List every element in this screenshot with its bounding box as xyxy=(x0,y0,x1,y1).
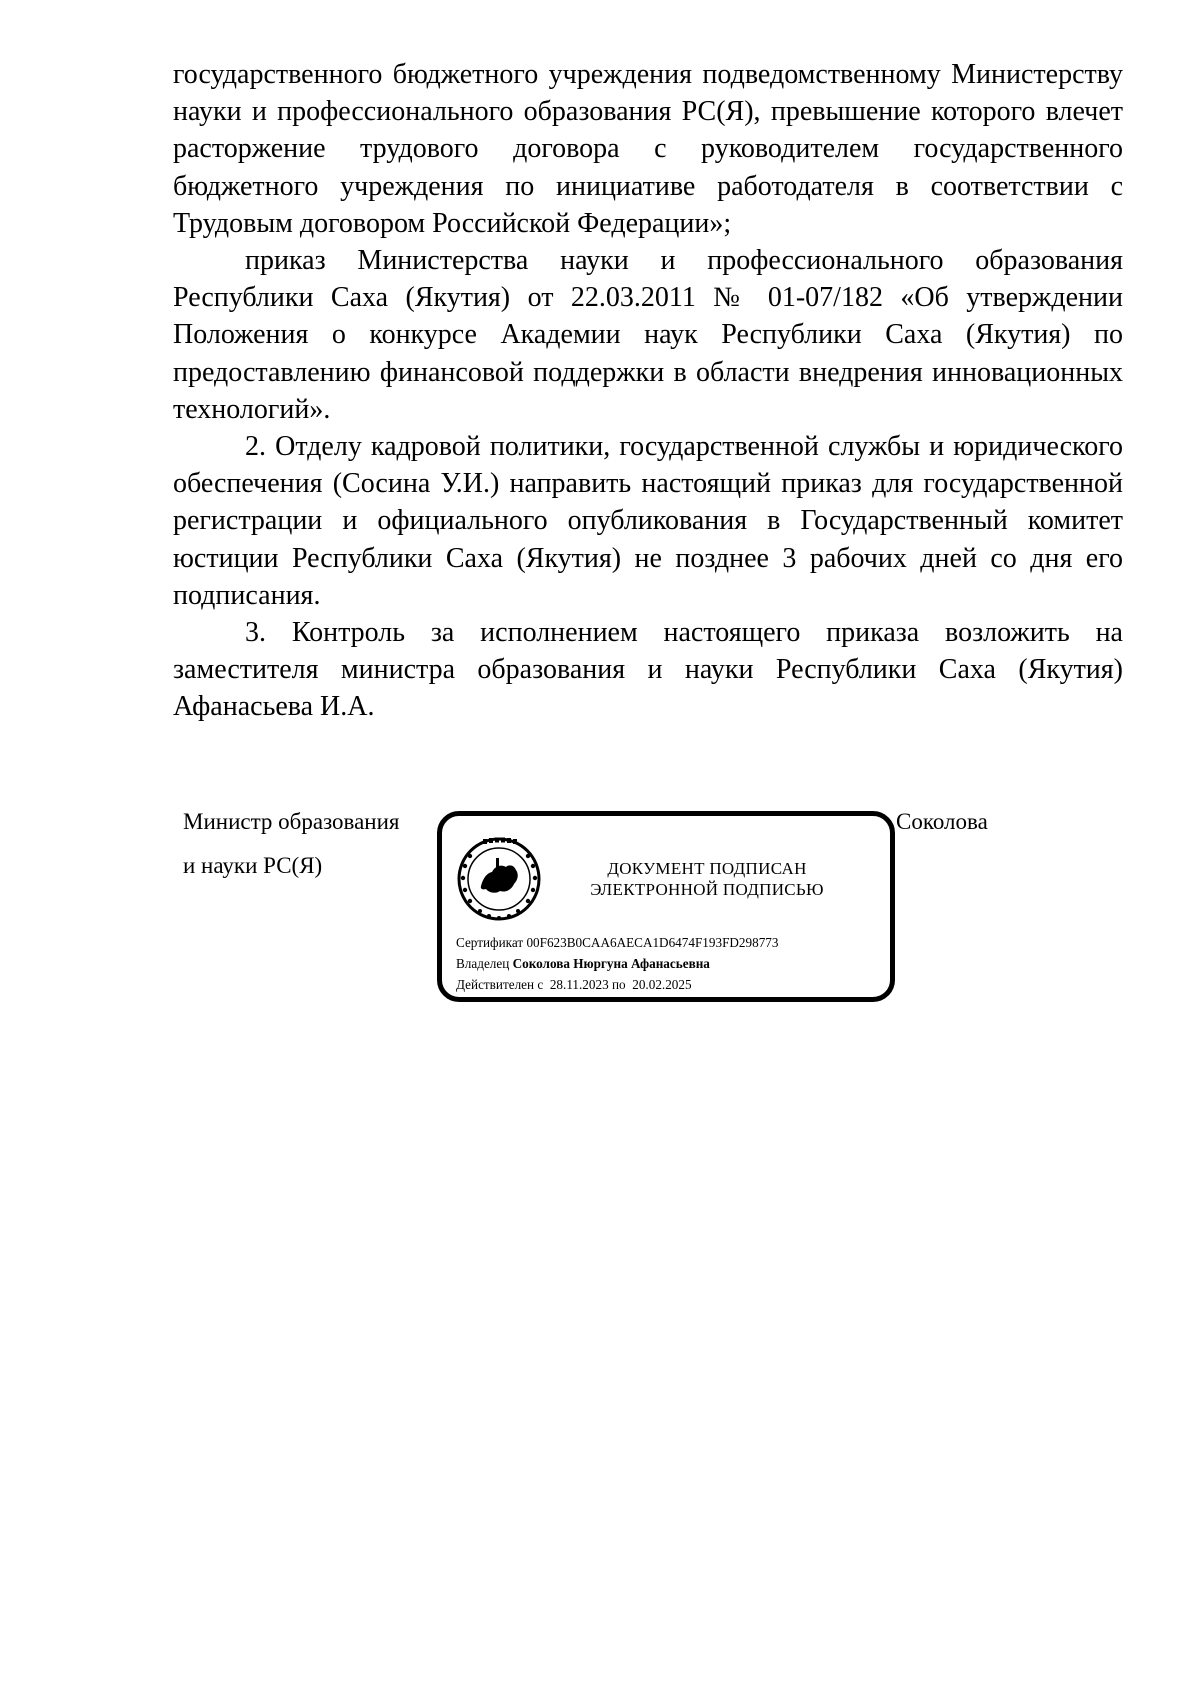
certificate-value: 00F623B0CAA6AECA1D6474F193FD298773 xyxy=(526,935,779,950)
owner-value: Соколова Нюргуна Афанасьевна xyxy=(512,956,710,971)
coat-of-arms-icon xyxy=(456,836,542,922)
stamp-title-line-1: ДОКУМЕНТ ПОДПИСАН xyxy=(607,859,807,878)
validity-row xyxy=(456,974,779,995)
stamp-details xyxy=(456,932,779,995)
document-body xyxy=(173,56,1123,726)
owner-label: Владелец xyxy=(456,956,510,971)
electronic-signature-stamp xyxy=(437,811,895,1002)
valid-to-date: 20.02.2025 xyxy=(632,977,692,992)
valid-from-date: 28.11.2023 xyxy=(549,977,609,992)
valid-to-label: по xyxy=(611,977,626,992)
paragraph-continuation: государственного бюджетного учреждения подведомственному Министерству науки и профессионального образования РС(Я), превышение которого влечет расторжение трудового договора с руководителем государственного бюджетного учреждения по инициативе работодателя в соответствии с Трудовым договором Российской Федерации»; xyxy=(173,59,1123,239)
certificate-label: Сертификат xyxy=(456,935,524,950)
certificate-row xyxy=(456,932,779,953)
valid-from-label: Действителен с xyxy=(456,977,544,992)
signatory-name: Соколова xyxy=(896,809,988,834)
signatory-position-line-2: и науки РС(Я) xyxy=(183,853,323,878)
paragraph-order-reference: приказ Министерства науки и профессионального образования Республики Саха (Якутия) от 22.03.2011 № 01-07/182 «Об утверждении Положения о конкурсе Академии наук Республики Саха (Якутия) по предоставлению финансовой поддержки в области внедрения инновационных технологий». xyxy=(173,245,1123,425)
stamp-title xyxy=(552,858,862,900)
signatory-position-line-1: Министр образования xyxy=(183,809,400,834)
paragraph-item-3: 3. Контроль за исполнением настоящего приказа возложить на заместителя министра образования и науки Республики Саха (Якутия) Афанасьева И.А. xyxy=(173,617,1123,723)
owner-row xyxy=(456,953,779,974)
paragraph-item-2: 2. Отделу кадровой политики, государственной службы и юридического обеспечения (Сосина У.И.) направить настоящий приказ для государственной регистрации и официального опубликования в Государственный комитет юстиции Республики Саха (Якутия) не позднее 3 рабочих дней со дня его подписания. xyxy=(173,431,1123,611)
stamp-title-line-2: ЭЛЕКТРОННОЙ ПОДПИСЬЮ xyxy=(590,880,824,899)
